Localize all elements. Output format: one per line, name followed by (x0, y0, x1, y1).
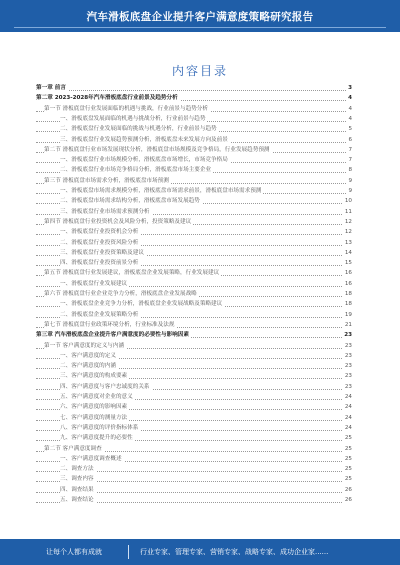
toc-entry[interactable] (36, 197, 352, 206)
toc-page-number: 5 (348, 126, 352, 133)
toc-entry[interactable] (36, 352, 352, 361)
footer-experts: 行业专家、管理专家、营销专家、战略专家、成功企业家...... (140, 548, 329, 556)
toc-entry-text: 三、滑板底盘行业市场需求预测分析 (60, 208, 150, 215)
toc-page-number: 24 (344, 394, 352, 400)
toc-page-number: 16 (344, 270, 352, 277)
toc-entry[interactable] (36, 228, 352, 237)
toc-entry-text: 七、客户满意度的测量方法 (60, 414, 128, 421)
toc-entry-text: 第三节 滑板底盘市场需求分析，滑板底盘市场预测 (44, 177, 169, 184)
toc-entry[interactable] (36, 342, 352, 351)
toc-entry-text: 第七节 滑板底盘行业政策环境分析，行业标准及法规 (44, 321, 175, 328)
page-header (0, 0, 400, 32)
toc-entry-text: 三、客户满意度的构成要素 (60, 373, 128, 380)
toc-page-number: 11 (344, 208, 352, 215)
toc-entry-text: 一、滑板底盘企业竞争力分析，滑板底盘企业发展战略及策略建议 (60, 301, 223, 308)
toc-entry[interactable] (36, 94, 352, 103)
toc-title: 内容目录 (171, 64, 228, 78)
toc-page-number: 25 (344, 445, 352, 452)
toc-page-number: 23 (344, 363, 352, 370)
toc-page-number: 23 (344, 373, 352, 380)
toc-entry-text: 第三章 汽车滑板底盘企业提升客户满意度的必要性与影响因素 (36, 332, 189, 339)
toc-page-number: 10 (344, 198, 352, 205)
toc-entry[interactable] (36, 146, 352, 155)
toc-entry[interactable] (36, 434, 352, 443)
toc-entry-text: 一、滑板底盘行业投资机会分析 (60, 229, 139, 236)
footer-slogan: 让每个人都有成就 (46, 548, 102, 556)
toc-entry[interactable] (36, 259, 352, 268)
toc-entry[interactable] (36, 249, 352, 258)
toc-page-number: 4 (348, 95, 352, 102)
toc-page-number: 23 (344, 352, 352, 359)
toc-entry[interactable] (36, 424, 352, 433)
toc-entry[interactable] (36, 465, 352, 474)
toc-page-number: 21 (344, 321, 352, 328)
toc-page-number: 23 (344, 383, 352, 390)
toc-entry-text: 四、调查结果 (60, 486, 94, 493)
toc-entry[interactable] (36, 115, 352, 124)
toc-page-number: 25 (344, 435, 352, 442)
header-rule (14, 27, 386, 28)
toc-entry[interactable] (36, 218, 352, 227)
toc-entry[interactable] (36, 290, 352, 299)
toc-entry-text: 第二节 滑板底盘行业市场发展现状分析，滑板底盘市场规模及竞争格局，行业发展趋势预测 (44, 146, 270, 153)
toc-page-number: 9 (348, 177, 352, 184)
toc-page-number: 12 (344, 218, 352, 225)
toc-entry[interactable] (36, 496, 352, 505)
toc-entry[interactable] (36, 383, 352, 392)
toc-entry-text: 二、调查方法 (60, 466, 94, 473)
toc-entry[interactable] (36, 239, 352, 248)
toc-entry-text: 四、滑板底盘行业投资前景分析 (60, 260, 139, 267)
toc-page-number: 15 (344, 260, 352, 267)
toc-entry-text: 九、客户满意度提升的必要性 (60, 435, 133, 442)
toc-entry[interactable] (36, 136, 352, 145)
toc-entry-text: 第一章 前言 (36, 85, 66, 91)
toc-page-number: 25 (344, 476, 352, 483)
toc-entry-text: 二、滑板底盘行业投资风险分析 (60, 239, 139, 246)
toc-entry-text: 二、滑板底盘行业市场竞争格局分析，滑板底盘市场主要企业 (60, 167, 212, 174)
toc-entry-text: 第一节 客户满意度的定义与内涵 (44, 342, 125, 349)
toc-page-number: 3 (348, 85, 352, 91)
toc-entry-text: 一、滑板底盘行业发展建议 (60, 280, 128, 287)
toc-entry-text: 二、滑板底盘企业发展策略分析 (60, 311, 139, 318)
toc-entry-text: 一、滑板底盘市场需求规模分析，滑板底盘市场需求前景，滑板底盘市场需求预测 (60, 188, 262, 194)
toc-entry-text: 二、客户满意度的内涵 (60, 363, 116, 370)
toc-entry[interactable] (36, 84, 352, 93)
toc-entry[interactable] (36, 280, 352, 289)
toc-entry[interactable] (36, 177, 352, 186)
toc-entry-text: 一、客户满意度的定义 (60, 352, 116, 359)
toc-entry[interactable] (36, 372, 352, 381)
toc-page-number: 7 (348, 157, 352, 164)
toc-entry[interactable] (36, 393, 352, 402)
toc-entry[interactable] (36, 300, 352, 309)
toc-entry[interactable] (36, 403, 352, 412)
toc-leader-dots (36, 90, 352, 91)
toc-entry-text: 五、调查结论 (60, 497, 94, 503)
toc-entry[interactable] (36, 166, 352, 175)
toc-entry[interactable] (36, 445, 352, 454)
toc-page-number: 9 (348, 188, 352, 194)
toc-entry-text: 三、滑板底盘行业投资策略及建议 (60, 249, 144, 256)
toc-page-number: 23 (344, 342, 352, 349)
toc-entry[interactable] (36, 321, 352, 330)
toc-entry-text: 二、滑板底盘行业发展面临的挑战与机遇分析，行业前景与趋势 (60, 126, 217, 133)
toc-entry[interactable] (36, 414, 352, 423)
toc-entry[interactable] (36, 362, 352, 371)
toc-page-number: 13 (344, 239, 352, 246)
toc-entry[interactable] (36, 486, 352, 495)
toc-entry-text: 一、滑板底盘行业市场规模分析，滑板底盘市场增长，市场竞争格局 (60, 157, 228, 164)
toc-entry-text: 一、滑板底盘发展面临的机遇与挑战分析，行业前景与趋势 (60, 115, 206, 122)
toc-page-number: 18 (344, 291, 352, 297)
toc-page-number: 4 (348, 105, 352, 112)
toc-entry-text: 五、客户满意度对企业的意义 (60, 394, 133, 400)
toc-page-number: 16 (344, 280, 352, 287)
toc-page-number: 12 (344, 229, 352, 236)
toc-page-number: 14 (344, 249, 352, 256)
toc-entry-text: 第二节 客户满意度调查 (44, 445, 102, 452)
toc-page-number: 6 (348, 136, 352, 143)
header-title: 汽车滑板底盘企业提升客户满意度策略研究报告 (86, 11, 314, 23)
toc-entry-text: 一、客户满意度调查概述 (60, 455, 122, 462)
toc-entry-text: 第五节 滑板底盘行业发展建议，滑板底盘企业发展策略，行业发展建议 (44, 270, 220, 277)
toc-page-number: 18 (344, 301, 352, 308)
toc-entry-text: 四、客户满意度与客户忠诚度的关系 (60, 383, 150, 390)
toc-entry-text: 第二章 2023-2028年汽车滑板底盘行业前景及趋势分析 (36, 95, 178, 102)
toc-page-number: 19 (344, 311, 352, 318)
toc-page-number: 4 (348, 115, 352, 122)
toc-entry-text: 第一节 滑板底盘行业发展面临的机遇与挑战，行业前景与趋势分析 (44, 105, 208, 112)
toc-page-number: 26 (344, 486, 352, 493)
toc-page-number: 25 (344, 455, 352, 462)
toc-entry[interactable] (36, 269, 352, 278)
toc-entry[interactable] (36, 311, 352, 320)
toc-entry-text: 三、滑板底盘行业发展趋势预测分析，滑板底盘未来发展方向及前景 (60, 136, 228, 143)
toc-entry[interactable] (36, 105, 352, 114)
toc-entry[interactable] (36, 475, 352, 484)
toc-page-number: 26 (344, 497, 352, 503)
toc-entry[interactable] (36, 125, 352, 134)
toc-page-number: 7 (348, 146, 352, 153)
toc-entry[interactable] (36, 187, 352, 196)
toc-entry-text: 六、客户满意度的影响因素 (60, 404, 128, 411)
footer-divider (128, 545, 129, 559)
toc-entry[interactable] (36, 455, 352, 464)
toc-entry[interactable] (36, 156, 352, 165)
toc-page-number: 24 (344, 414, 352, 421)
toc-entry[interactable] (36, 208, 352, 217)
page-footer (0, 539, 400, 565)
toc-page-number: 23 (344, 332, 352, 339)
toc-entry-text: 第六节 滑板底盘行业企业竞争力分析，滑板底盘企业发展战略 (44, 291, 197, 297)
toc-entry-text: 八、客户满意度的评价指标体系 (60, 424, 139, 431)
toc-entry-text: 第四节 滑板底盘行业投资机会及风险分析，投资策略及建议 (44, 218, 192, 225)
toc-page-number: 24 (344, 424, 352, 431)
toc-page-number: 25 (344, 466, 352, 473)
toc-entry-text: 二、滑板底盘市场需求结构分析，滑板底盘市场发展趋势 (60, 198, 200, 205)
toc-entry[interactable] (36, 331, 352, 340)
toc-page-number: 8 (348, 167, 352, 174)
toc-page-number: 24 (344, 404, 352, 411)
toc-entry-text: 三、调查内容 (60, 476, 94, 483)
